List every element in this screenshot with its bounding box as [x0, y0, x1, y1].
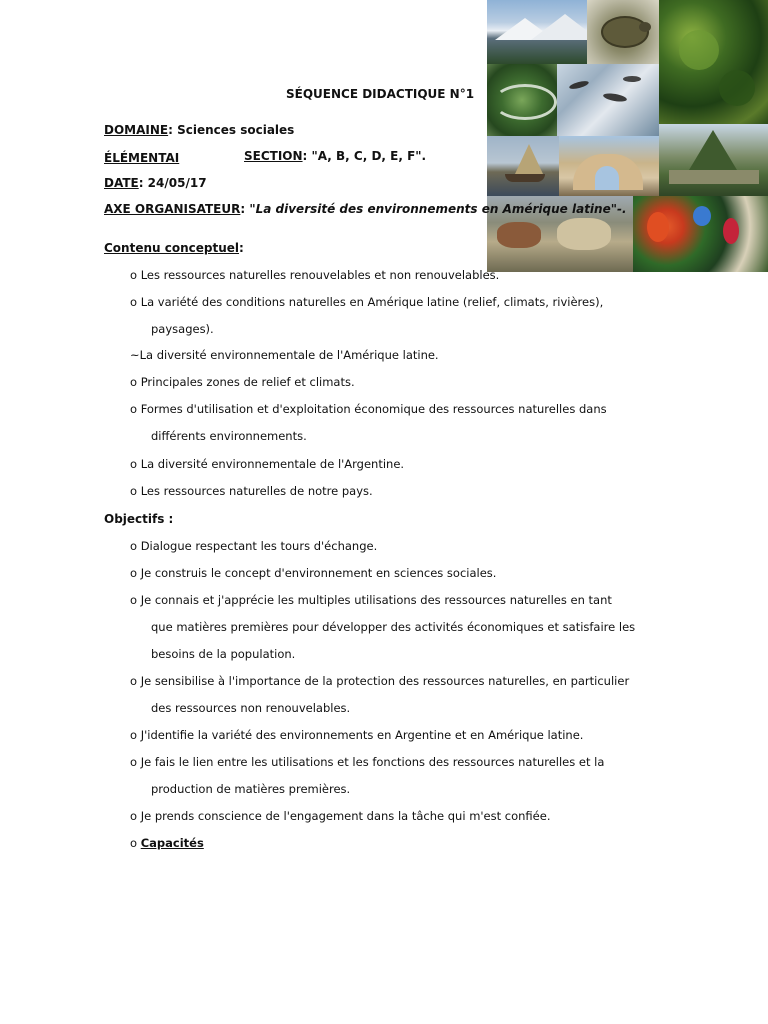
- objectifs-heading: Objectifs :: [104, 512, 174, 526]
- list-item: o Les ressources naturelles renouvelables et non renouvelables.: [130, 268, 500, 282]
- capacites-bullet: o: [130, 836, 141, 850]
- birds-photo: [557, 64, 659, 136]
- section-value: : "A, B, C, D, E, F".: [302, 149, 427, 163]
- list-item: paysages).: [151, 322, 214, 336]
- date-row: [104, 176, 207, 190]
- mountain-photo: [487, 0, 587, 64]
- list-item: o Principales zones de relief et climats.: [130, 375, 355, 389]
- axe-row: [104, 202, 627, 216]
- jungle-photo: [659, 0, 768, 124]
- list-item: que matières premières pour développer des activités économiques et satisfaire les: [151, 620, 636, 634]
- list-item: ~La diversité environnementale de l'Amérique latine.: [130, 348, 439, 362]
- section-label: SECTION: [244, 149, 303, 163]
- machu-picchu-photo: [659, 124, 768, 196]
- nature-photo-collage: [487, 0, 768, 272]
- river-photo: [487, 64, 557, 136]
- turtle-photo: [587, 0, 659, 64]
- list-item: production de matières premières.: [151, 782, 351, 796]
- list-item: o La variété des conditions naturelles en Amérique latine (relief, climats, rivières),: [130, 295, 604, 309]
- list-item: o Je connais et j'apprécie les multiples utilisations des ressources naturelles en tant: [130, 593, 612, 607]
- contenu-heading-colon: :: [239, 241, 244, 255]
- list-item: o Je construis le concept d'environnement en sciences sociales.: [130, 566, 497, 580]
- date-value: : 24/05/17: [138, 176, 207, 190]
- domaine-value: : Sciences sociales: [168, 123, 295, 137]
- boat-photo: [487, 136, 559, 196]
- elementai-label: ÉLÉMENTAI: [104, 151, 180, 165]
- list-item: des ressources non renouvelables.: [151, 701, 351, 715]
- document-title: SÉQUENCE DIDACTIQUE N°1: [286, 87, 475, 101]
- domaine-row: [104, 123, 294, 137]
- parrots-photo: [633, 196, 768, 272]
- list-item: différents environnements.: [151, 429, 307, 443]
- list-item: o J'identifie la variété des environnements en Argentine et en Amérique latine.: [130, 728, 584, 742]
- list-item: o Les ressources naturelles de notre pays.: [130, 484, 373, 498]
- list-item: o Je fais le lien entre les utilisations et les fonctions des ressources naturelles et la: [130, 755, 605, 769]
- capacites-heading: Capacités: [140, 836, 204, 850]
- list-item: o Je sensibilise à l'importance de la protection des ressources naturelles, en particulier: [130, 674, 630, 688]
- list-item: o Formes d'utilisation et d'exploitation économique des ressources naturelles dans: [130, 402, 607, 416]
- contenu-heading-text: Contenu conceptuel: [104, 241, 240, 255]
- domaine-label: DOMAINE: [104, 123, 169, 137]
- capacites-row: [130, 836, 204, 850]
- axe-value: "La diversité des environnements en Amérique latine"-.: [249, 202, 627, 216]
- section-row: [244, 149, 426, 163]
- coastal-arch-photo: [559, 136, 659, 196]
- list-item: o La diversité environnementale de l'Argentine.: [130, 457, 405, 471]
- list-item: o Dialogue respectant les tours d'échange.: [130, 539, 378, 553]
- axe-label: AXE ORGANISATEUR: [104, 202, 241, 216]
- axe-sep: :: [240, 202, 250, 216]
- list-item: o Je prends conscience de l'engagement dans la tâche qui m'est confiée.: [130, 809, 551, 823]
- contenu-heading: [104, 241, 244, 255]
- list-item: besoins de la population.: [151, 647, 296, 661]
- date-label: DATE: [104, 176, 139, 190]
